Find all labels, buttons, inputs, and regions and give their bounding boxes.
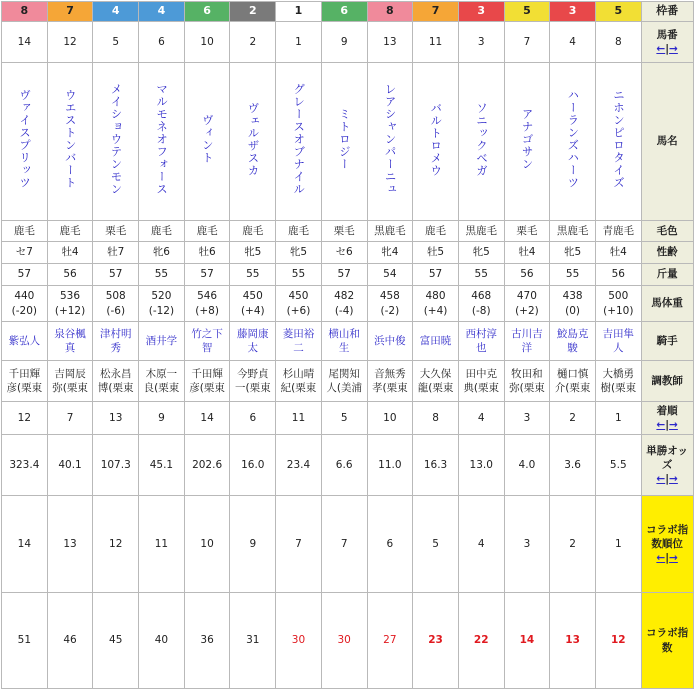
header-label: 毛色 bbox=[656, 224, 678, 237]
header-weight bbox=[641, 264, 693, 286]
row-weight bbox=[2, 264, 694, 286]
cell-body: 438 (0) bbox=[550, 286, 596, 322]
cell-body: 450 (+6) bbox=[276, 286, 322, 322]
cell-trainer: 松永昌博(栗東 bbox=[93, 361, 139, 402]
cell-rank: 7 bbox=[321, 496, 367, 593]
cell-coat: 栗毛 bbox=[321, 221, 367, 242]
header-label: 性齢 bbox=[656, 246, 678, 259]
header-finish bbox=[641, 402, 693, 435]
horse-name-link[interactable]: ヴァイスプリッツ bbox=[18, 89, 33, 190]
sort-right-link[interactable]: → bbox=[669, 552, 678, 565]
cell-waku: 4 bbox=[139, 2, 185, 22]
horse-name-link[interactable]: ヴィント bbox=[200, 114, 215, 165]
row-sexage bbox=[2, 242, 694, 264]
row-odds bbox=[2, 435, 694, 496]
cell-trainer: 音無秀孝(栗東 bbox=[367, 361, 413, 402]
row-jockey bbox=[2, 322, 694, 361]
cell-sexage: 牡4 bbox=[47, 242, 93, 264]
row-umaban bbox=[2, 22, 694, 63]
cell-finish: 8 bbox=[413, 402, 459, 435]
cell-body: 458 (-2) bbox=[367, 286, 413, 322]
cell-jockey[interactable] bbox=[47, 322, 93, 361]
header-label: 調教師 bbox=[651, 374, 683, 387]
cell-coat: 鹿毛 bbox=[2, 221, 48, 242]
cell-sexage: セ7 bbox=[2, 242, 48, 264]
cell-finish: 1 bbox=[595, 402, 641, 435]
cell-jockey[interactable] bbox=[413, 322, 459, 361]
cell-waku: 7 bbox=[47, 2, 93, 22]
header-name bbox=[641, 63, 693, 221]
header-jockey bbox=[641, 322, 693, 361]
sort-arrows[interactable] bbox=[642, 418, 693, 432]
cell-odds: 6.6 bbox=[321, 435, 367, 496]
cell-odds: 3.6 bbox=[550, 435, 596, 496]
horse-name-link[interactable]: ヴェルザスカ bbox=[246, 101, 261, 177]
header-sexage bbox=[641, 242, 693, 264]
cell-umaban: 11 bbox=[413, 22, 459, 63]
cell-rank: 12 bbox=[93, 496, 139, 593]
cell-jockey[interactable] bbox=[230, 322, 276, 361]
cell-coat: 青鹿毛 bbox=[595, 221, 641, 242]
cell-index: 22 bbox=[458, 593, 504, 689]
sort-arrows[interactable] bbox=[642, 472, 693, 486]
cell-waku: 6 bbox=[184, 2, 230, 22]
sort-separator: | bbox=[665, 419, 670, 431]
cell-weight: 56 bbox=[47, 264, 93, 286]
cell-weight: 55 bbox=[230, 264, 276, 286]
horse-name-link[interactable]: レアシャンパーニュ bbox=[383, 83, 398, 196]
jockey-link[interactable]: 西村淳也 bbox=[465, 327, 497, 354]
row-finish bbox=[2, 402, 694, 435]
cell-name[interactable] bbox=[184, 63, 230, 221]
row-trainer bbox=[2, 361, 694, 402]
cell-rank: 1 bbox=[595, 496, 641, 593]
cell-name[interactable] bbox=[550, 63, 596, 221]
cell-umaban: 8 bbox=[595, 22, 641, 63]
cell-coat: 鹿毛 bbox=[230, 221, 276, 242]
cell-weight: 56 bbox=[595, 264, 641, 286]
cell-coat: 黒鹿毛 bbox=[550, 221, 596, 242]
cell-jockey[interactable] bbox=[595, 322, 641, 361]
cell-rank: 10 bbox=[184, 496, 230, 593]
row-waku bbox=[2, 2, 694, 22]
cell-finish: 2 bbox=[550, 402, 596, 435]
sort-separator: | bbox=[665, 43, 670, 55]
cell-name[interactable] bbox=[230, 63, 276, 221]
cell-waku: 5 bbox=[595, 2, 641, 22]
cell-umaban: 5 bbox=[93, 22, 139, 63]
cell-umaban: 14 bbox=[2, 22, 48, 63]
cell-rank: 14 bbox=[2, 496, 48, 593]
cell-odds: 202.6 bbox=[184, 435, 230, 496]
cell-name[interactable] bbox=[595, 63, 641, 221]
cell-waku: 5 bbox=[504, 2, 550, 22]
header-umaban bbox=[641, 22, 693, 63]
cell-body: 508 (-6) bbox=[93, 286, 139, 322]
jockey-link[interactable]: 吉田隼人 bbox=[602, 327, 635, 354]
cell-index: 12 bbox=[595, 593, 641, 689]
cell-trainer: 尾関知人(美浦 bbox=[321, 361, 367, 402]
cell-trainer: 今野貞一(栗東 bbox=[230, 361, 276, 402]
cell-coat: 栗毛 bbox=[93, 221, 139, 242]
cell-sexage: 牝5 bbox=[276, 242, 322, 264]
cell-rank: 4 bbox=[458, 496, 504, 593]
horse-name-link[interactable]: ソニックベガ bbox=[474, 101, 489, 177]
cell-weight: 55 bbox=[276, 264, 322, 286]
cell-body: 468 (-8) bbox=[458, 286, 504, 322]
cell-sexage: 牡6 bbox=[184, 242, 230, 264]
cell-finish: 9 bbox=[139, 402, 185, 435]
header-label: 斤量 bbox=[656, 268, 678, 281]
cell-trainer: 木原一良(栗東 bbox=[139, 361, 185, 402]
header-label: 馬番 bbox=[656, 28, 678, 41]
cell-rank: 5 bbox=[413, 496, 459, 593]
cell-sexage: 牝5 bbox=[550, 242, 596, 264]
cell-umaban: 3 bbox=[458, 22, 504, 63]
sort-left-link[interactable]: ← bbox=[656, 43, 666, 55]
cell-rank: 7 bbox=[276, 496, 322, 593]
row-coat bbox=[2, 221, 694, 242]
cell-trainer: 千田輝彦(栗東 bbox=[2, 361, 48, 402]
cell-rank: 2 bbox=[550, 496, 596, 593]
header-index bbox=[641, 593, 693, 689]
cell-coat: 鹿毛 bbox=[413, 221, 459, 242]
cell-umaban: 1 bbox=[276, 22, 322, 63]
cell-sexage: 牡5 bbox=[413, 242, 459, 264]
header-label: 騎手 bbox=[656, 334, 678, 347]
cell-body: 482 (-4) bbox=[321, 286, 367, 322]
cell-finish: 5 bbox=[321, 402, 367, 435]
cell-weight: 56 bbox=[504, 264, 550, 286]
header-rank bbox=[641, 496, 693, 593]
cell-jockey[interactable] bbox=[2, 322, 48, 361]
cell-index: 23 bbox=[413, 593, 459, 689]
header-waku bbox=[641, 2, 693, 22]
cell-odds: 323.4 bbox=[2, 435, 48, 496]
sort-separator: | bbox=[665, 473, 670, 486]
cell-jockey[interactable] bbox=[367, 322, 413, 361]
cell-jockey[interactable] bbox=[139, 322, 185, 361]
sort-left-link[interactable]: ← bbox=[656, 419, 666, 431]
cell-odds: 16.3 bbox=[413, 435, 459, 496]
cell-jockey[interactable] bbox=[93, 322, 139, 361]
cell-index: 30 bbox=[321, 593, 367, 689]
header-label: 単勝オッズ bbox=[646, 444, 688, 471]
cell-odds: 13.0 bbox=[458, 435, 504, 496]
cell-trainer: 杉山晴紀(栗東 bbox=[276, 361, 322, 402]
horse-name-link[interactable]: メイショウテンモン bbox=[109, 83, 124, 196]
cell-finish: 3 bbox=[504, 402, 550, 435]
cell-sexage: 牝6 bbox=[139, 242, 185, 264]
header-label: 枠番 bbox=[656, 4, 679, 18]
cell-odds: 23.4 bbox=[276, 435, 322, 496]
cell-umaban: 12 bbox=[47, 22, 93, 63]
cell-sexage: 牝5 bbox=[458, 242, 504, 264]
cell-rank: 6 bbox=[367, 496, 413, 593]
cell-body: 536 (+12) bbox=[47, 286, 93, 322]
cell-odds: 5.5 bbox=[595, 435, 641, 496]
cell-finish: 7 bbox=[47, 402, 93, 435]
jockey-link[interactable]: 浜中俊 bbox=[374, 334, 406, 347]
jockey-link[interactable]: 藤岡康太 bbox=[237, 327, 269, 354]
row-index bbox=[2, 593, 694, 689]
cell-weight: 55 bbox=[139, 264, 185, 286]
cell-coat: 鹿毛 bbox=[184, 221, 230, 242]
cell-coat: 鹿毛 bbox=[47, 221, 93, 242]
cell-trainer: 吉岡辰弥(栗東 bbox=[47, 361, 93, 402]
cell-rank: 11 bbox=[139, 496, 185, 593]
horse-name-link[interactable]: ハーランズハーツ bbox=[566, 89, 581, 190]
jockey-link[interactable]: 泉谷楓真 bbox=[54, 327, 86, 354]
cell-finish: 11 bbox=[276, 402, 322, 435]
cell-body: 450 (+4) bbox=[230, 286, 276, 322]
cell-index: 45 bbox=[93, 593, 139, 689]
cell-finish: 10 bbox=[367, 402, 413, 435]
jockey-link[interactable]: 菱田裕二 bbox=[282, 327, 315, 354]
cell-waku: 3 bbox=[550, 2, 596, 22]
horse-name-link[interactable]: マルモネオフォース bbox=[155, 83, 170, 196]
cell-weight: 55 bbox=[458, 264, 504, 286]
cell-index: 14 bbox=[504, 593, 550, 689]
cell-odds: 11.0 bbox=[367, 435, 413, 496]
header-trainer bbox=[641, 361, 693, 402]
cell-waku: 1 bbox=[276, 2, 322, 22]
cell-coat: 栗毛 bbox=[504, 221, 550, 242]
cell-name[interactable] bbox=[2, 63, 48, 221]
jockey-link[interactable]: 鮫島克駿 bbox=[556, 327, 589, 354]
cell-body: 546 (+8) bbox=[184, 286, 230, 322]
cell-waku: 3 bbox=[458, 2, 504, 22]
jockey-link[interactable]: 横山和生 bbox=[328, 327, 360, 354]
header-label: コラボ指数順位 bbox=[646, 523, 689, 550]
cell-index: 40 bbox=[139, 593, 185, 689]
cell-index: 13 bbox=[550, 593, 596, 689]
cell-finish: 14 bbox=[184, 402, 230, 435]
sort-right-link[interactable]: → bbox=[669, 43, 678, 55]
cell-body: 500 (+10) bbox=[595, 286, 641, 322]
jockey-link[interactable]: 津村明秀 bbox=[99, 327, 132, 354]
jockey-link[interactable]: 古川吉洋 bbox=[511, 327, 543, 354]
cell-trainer: 田中克典(栗東 bbox=[458, 361, 504, 402]
cell-trainer: 牧田和弥(栗東 bbox=[504, 361, 550, 402]
cell-body: 440 (-20) bbox=[2, 286, 48, 322]
cell-waku: 6 bbox=[321, 2, 367, 22]
header-odds bbox=[641, 435, 693, 496]
horse-name-link[interactable]: バルトロメウ bbox=[429, 101, 444, 177]
row-name bbox=[2, 63, 694, 221]
cell-trainer: 千田輝彦(栗東 bbox=[184, 361, 230, 402]
cell-weight: 57 bbox=[2, 264, 48, 286]
cell-index: 36 bbox=[184, 593, 230, 689]
cell-weight: 57 bbox=[321, 264, 367, 286]
cell-name[interactable] bbox=[367, 63, 413, 221]
cell-waku: 4 bbox=[93, 2, 139, 22]
header-label: 馬名 bbox=[656, 135, 678, 148]
cell-finish: 13 bbox=[93, 402, 139, 435]
cell-odds: 40.1 bbox=[47, 435, 93, 496]
jockey-link[interactable]: 紫弘人 bbox=[8, 334, 41, 347]
cell-jockey[interactable] bbox=[276, 322, 322, 361]
horse-name-link[interactable]: ミトロジー bbox=[337, 108, 352, 171]
sort-left-link[interactable]: ← bbox=[656, 552, 666, 565]
cell-name[interactable] bbox=[276, 63, 322, 221]
cell-odds: 107.3 bbox=[93, 435, 139, 496]
header-body bbox=[641, 286, 693, 322]
cell-umaban: 7 bbox=[504, 22, 550, 63]
cell-trainer: 大久保龍(栗東 bbox=[413, 361, 459, 402]
cell-umaban: 9 bbox=[321, 22, 367, 63]
cell-sexage: 牡4 bbox=[595, 242, 641, 264]
cell-weight: 57 bbox=[184, 264, 230, 286]
cell-name[interactable] bbox=[93, 63, 139, 221]
cell-umaban: 6 bbox=[139, 22, 185, 63]
cell-name[interactable] bbox=[321, 63, 367, 221]
sort-arrows[interactable] bbox=[642, 42, 693, 56]
cell-sexage: 牝5 bbox=[230, 242, 276, 264]
cell-index: 51 bbox=[2, 593, 48, 689]
header-label: コラボ指数 bbox=[646, 627, 689, 654]
cell-sexage: 牝4 bbox=[367, 242, 413, 264]
cell-index: 30 bbox=[276, 593, 322, 689]
header-label: 馬体重 bbox=[651, 297, 683, 310]
cell-umaban: 10 bbox=[184, 22, 230, 63]
cell-sexage: 牡4 bbox=[504, 242, 550, 264]
cell-coat: 鹿毛 bbox=[276, 221, 322, 242]
sort-separator: | bbox=[665, 552, 670, 565]
cell-sexage: 牡7 bbox=[93, 242, 139, 264]
cell-waku: 8 bbox=[367, 2, 413, 22]
cell-odds: 45.1 bbox=[139, 435, 185, 496]
cell-index: 46 bbox=[47, 593, 93, 689]
row-body bbox=[2, 286, 694, 322]
sort-arrows[interactable] bbox=[642, 551, 693, 565]
jockey-link[interactable]: 酒井学 bbox=[145, 334, 178, 347]
cell-trainer: 大橋勇樹(栗東 bbox=[595, 361, 641, 402]
cell-weight: 57 bbox=[93, 264, 139, 286]
cell-body: 480 (+4) bbox=[413, 286, 459, 322]
cell-sexage: セ6 bbox=[321, 242, 367, 264]
cell-jockey[interactable] bbox=[504, 322, 550, 361]
cell-trainer: 樋口慎介(栗東 bbox=[550, 361, 596, 402]
cell-jockey[interactable] bbox=[184, 322, 230, 361]
jockey-link[interactable]: 竹之下智 bbox=[191, 327, 223, 354]
race-results-table bbox=[1, 1, 694, 689]
cell-name[interactable] bbox=[139, 63, 185, 221]
cell-waku: 2 bbox=[230, 2, 276, 22]
cell-umaban: 2 bbox=[230, 22, 276, 63]
jockey-link[interactable]: 富田暁 bbox=[419, 334, 452, 347]
cell-odds: 16.0 bbox=[230, 435, 276, 496]
header-coat bbox=[641, 221, 693, 242]
cell-finish: 4 bbox=[458, 402, 504, 435]
cell-waku: 8 bbox=[2, 2, 48, 22]
cell-coat: 黒鹿毛 bbox=[367, 221, 413, 242]
cell-index: 31 bbox=[230, 593, 276, 689]
cell-name[interactable] bbox=[47, 63, 93, 221]
horse-name-link[interactable]: ニホンピロタイズ bbox=[612, 89, 627, 190]
sort-right-link[interactable]: → bbox=[669, 419, 678, 431]
cell-jockey[interactable] bbox=[458, 322, 504, 361]
cell-name[interactable] bbox=[504, 63, 550, 221]
cell-finish: 12 bbox=[2, 402, 48, 435]
cell-weight: 55 bbox=[550, 264, 596, 286]
cell-weight: 57 bbox=[413, 264, 459, 286]
cell-rank: 3 bbox=[504, 496, 550, 593]
cell-finish: 6 bbox=[230, 402, 276, 435]
horse-name-link[interactable]: ウエストンバート bbox=[63, 89, 78, 190]
sort-left-link[interactable]: ← bbox=[656, 473, 666, 486]
horse-name-link[interactable]: グレースオブナイル bbox=[292, 83, 307, 196]
cell-umaban: 13 bbox=[367, 22, 413, 63]
cell-waku: 7 bbox=[413, 2, 459, 22]
cell-rank: 9 bbox=[230, 496, 276, 593]
cell-umaban: 4 bbox=[550, 22, 596, 63]
cell-body: 520 (-12) bbox=[139, 286, 185, 322]
cell-weight: 54 bbox=[367, 264, 413, 286]
sort-right-link[interactable]: → bbox=[669, 473, 678, 486]
cell-jockey[interactable] bbox=[321, 322, 367, 361]
horse-name-link[interactable]: アナゴサン bbox=[520, 108, 535, 171]
header-label: 着順 bbox=[656, 404, 678, 417]
cell-index: 27 bbox=[367, 593, 413, 689]
cell-rank: 13 bbox=[47, 496, 93, 593]
row-rank bbox=[2, 496, 694, 593]
cell-jockey[interactable] bbox=[550, 322, 596, 361]
cell-coat: 鹿毛 bbox=[139, 221, 185, 242]
cell-odds: 4.0 bbox=[504, 435, 550, 496]
cell-coat: 黒鹿毛 bbox=[458, 221, 504, 242]
cell-name[interactable] bbox=[458, 63, 504, 221]
cell-name[interactable] bbox=[413, 63, 459, 221]
cell-body: 470 (+2) bbox=[504, 286, 550, 322]
